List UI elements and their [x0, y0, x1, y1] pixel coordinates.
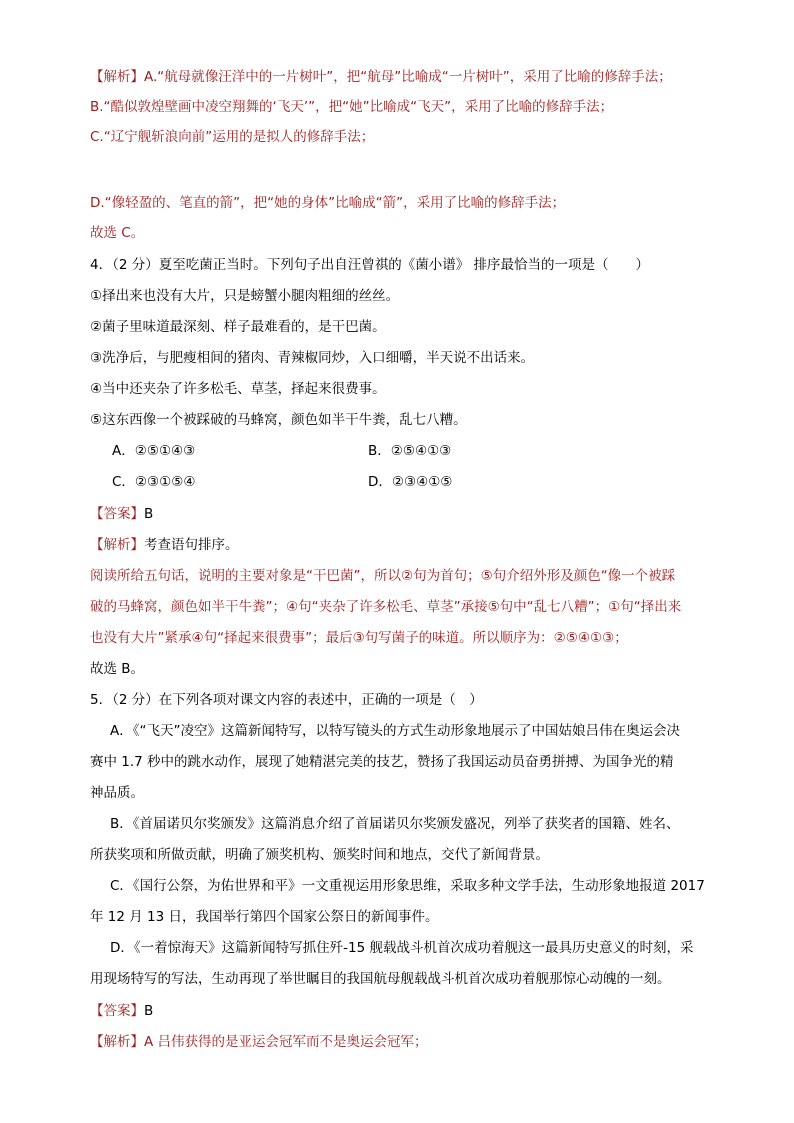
q5-option-b-line-1: B．《首届诺贝尔奖颁发》这篇消息介绍了首届诺贝尔奖颁发盛况，列举了获奖者的国籍、姓名、 — [110, 816, 680, 832]
q4-analysis-head: 【解析】考查语句排序。 — [90, 537, 239, 553]
q4-option-b: B．②⑤④①③ — [368, 443, 452, 459]
q4-option-d: D．②③④①⑤ — [368, 474, 453, 490]
q4-option-a: A．②⑤①④③ — [112, 443, 196, 459]
analysis-tag: 【解析】 — [90, 69, 144, 85]
q5-option-b-line-2: 所获奖项和所做贡献，明确了颁奖机构、颁奖时间和地点，交代了新闻背景。 — [90, 847, 549, 863]
top-analysis-conclusion: 故选 C。 — [90, 225, 145, 241]
q4-analysis-line-3: 也没有大片”紧承④句“择起来很费事”；最后③句写菌子的味道。所以顺序为：②⑤④①③； — [90, 630, 628, 646]
answer-tag: 【答案】 — [90, 506, 144, 522]
q5-stem: 5．（2 分）在下列各项对课文内容的表述中，正确的一项是（ ） — [90, 692, 483, 708]
q4-analysis-line-1: 阅读所给五句话，说明的主要对象是“干巴菌”，所以②句为首句；⑤句介绍外形及颜色“像一个被踩 — [90, 568, 676, 584]
q4-sentence-1: ①择出来也没有大片，只是螃蟹小腿肉粗细的丝丝。 — [90, 288, 400, 304]
top-analysis-line-a: 【解析】A.“航母就像汪洋中的一片树叶”，把“航母”比喻成“一片树叶”，采用了比喻的修辞手法； — [90, 69, 672, 85]
q4-sentence-3: ③洗净后，与肥瘦相间的猪肉、青辣椒同炒，入口细嚼，半天说不出话来。 — [90, 350, 535, 366]
q5-option-c-line-1: C．《国行公祭，为佑世界和平》一文重视运用形象思维，采取多种文学手法，生动形象地报道 2017 — [110, 878, 705, 894]
q4-analysis-line-2: 破的马蜂窝，颜色如半干牛粪”；④句“夹杂了许多松毛、草茎”承接⑤句中“乱七八糟”；①句“择出来 — [90, 599, 682, 615]
q5-option-a-line-3: 神品质。 — [90, 785, 144, 801]
q5-option-d-line-1: D．《一着惊海天》这篇新闻特写抓住歼-15 舰载战斗机首次成功着舰这一最具历史意义的时刻，采 — [110, 940, 694, 956]
q4-sentence-4: ④当中还夹杂了许多松毛、草茎，择起来很费事。 — [90, 381, 386, 397]
q5-option-c-line-2: 年 12 月 13 日，我国举行第四个国家公祭日的新闻事件。 — [90, 909, 439, 925]
analysis-tag: 【解析】 — [90, 537, 144, 553]
q5-option-a-line-1: A．《“飞天”凌空》这篇新闻特写，以特写镜头的方式生动形象地展示了中国姑娘吕伟在奥运会决 — [110, 723, 680, 739]
q4-sentence-2: ②菌子里味道最深刻、样子最难看的，是干巴菌。 — [90, 319, 386, 335]
q5-option-a-line-2: 赛中 1.7 秒中的跳水动作，展现了她精湛完美的技艺，赞扬了我国运动员奋勇拼搏、为国争光的精 — [90, 754, 674, 770]
top-analysis-line-d: D.“像轻盈的、笔直的箭”，把“她的身体”比喻成“箭”，采用了比喻的修辞手法； — [90, 195, 566, 211]
top-analysis-line-c: C.“辽宁舰斩浪向前”运用的是拟人的修辞手法； — [90, 129, 375, 145]
top-analysis-line-b: B.“酷似敦煌壁画中凌空翔舞的‘飞天’”，把“她”比喻成“飞天”，采用了比喻的修辞手法； — [90, 99, 614, 115]
answer-value: B — [144, 1003, 154, 1019]
q4-stem: 4．（2 分）夏至吃菌正当时。下列句子出自汪曾祺的《菌小谱》 排序最恰当的一项是（ ） — [90, 257, 650, 273]
q5-answer — [90, 1001, 153, 1021]
q4-sentence-5: ⑤这东西像一个被踩破的马蜂窝，颜色如半干牛粪，乱七八糟。 — [90, 412, 467, 428]
q4-option-c: C．②③①⑤④ — [112, 474, 196, 490]
answer-value: B — [144, 506, 154, 522]
q5-analysis-first: 【解析】A 吕伟获得的是亚运会冠军而不是奥运会冠军； — [90, 1034, 428, 1050]
q5-option-d-line-2: 用现场特写的写法，生动再现了举世瞩目的我国航母舰载战斗机首次成功着舰那惊心动魄的一刻。 — [90, 971, 671, 987]
analysis-tag: 【解析】 — [90, 1034, 144, 1050]
q4-answer — [90, 504, 153, 524]
q4-conclusion: 故选 B。 — [90, 661, 145, 677]
answer-tag: 【答案】 — [90, 1003, 144, 1019]
